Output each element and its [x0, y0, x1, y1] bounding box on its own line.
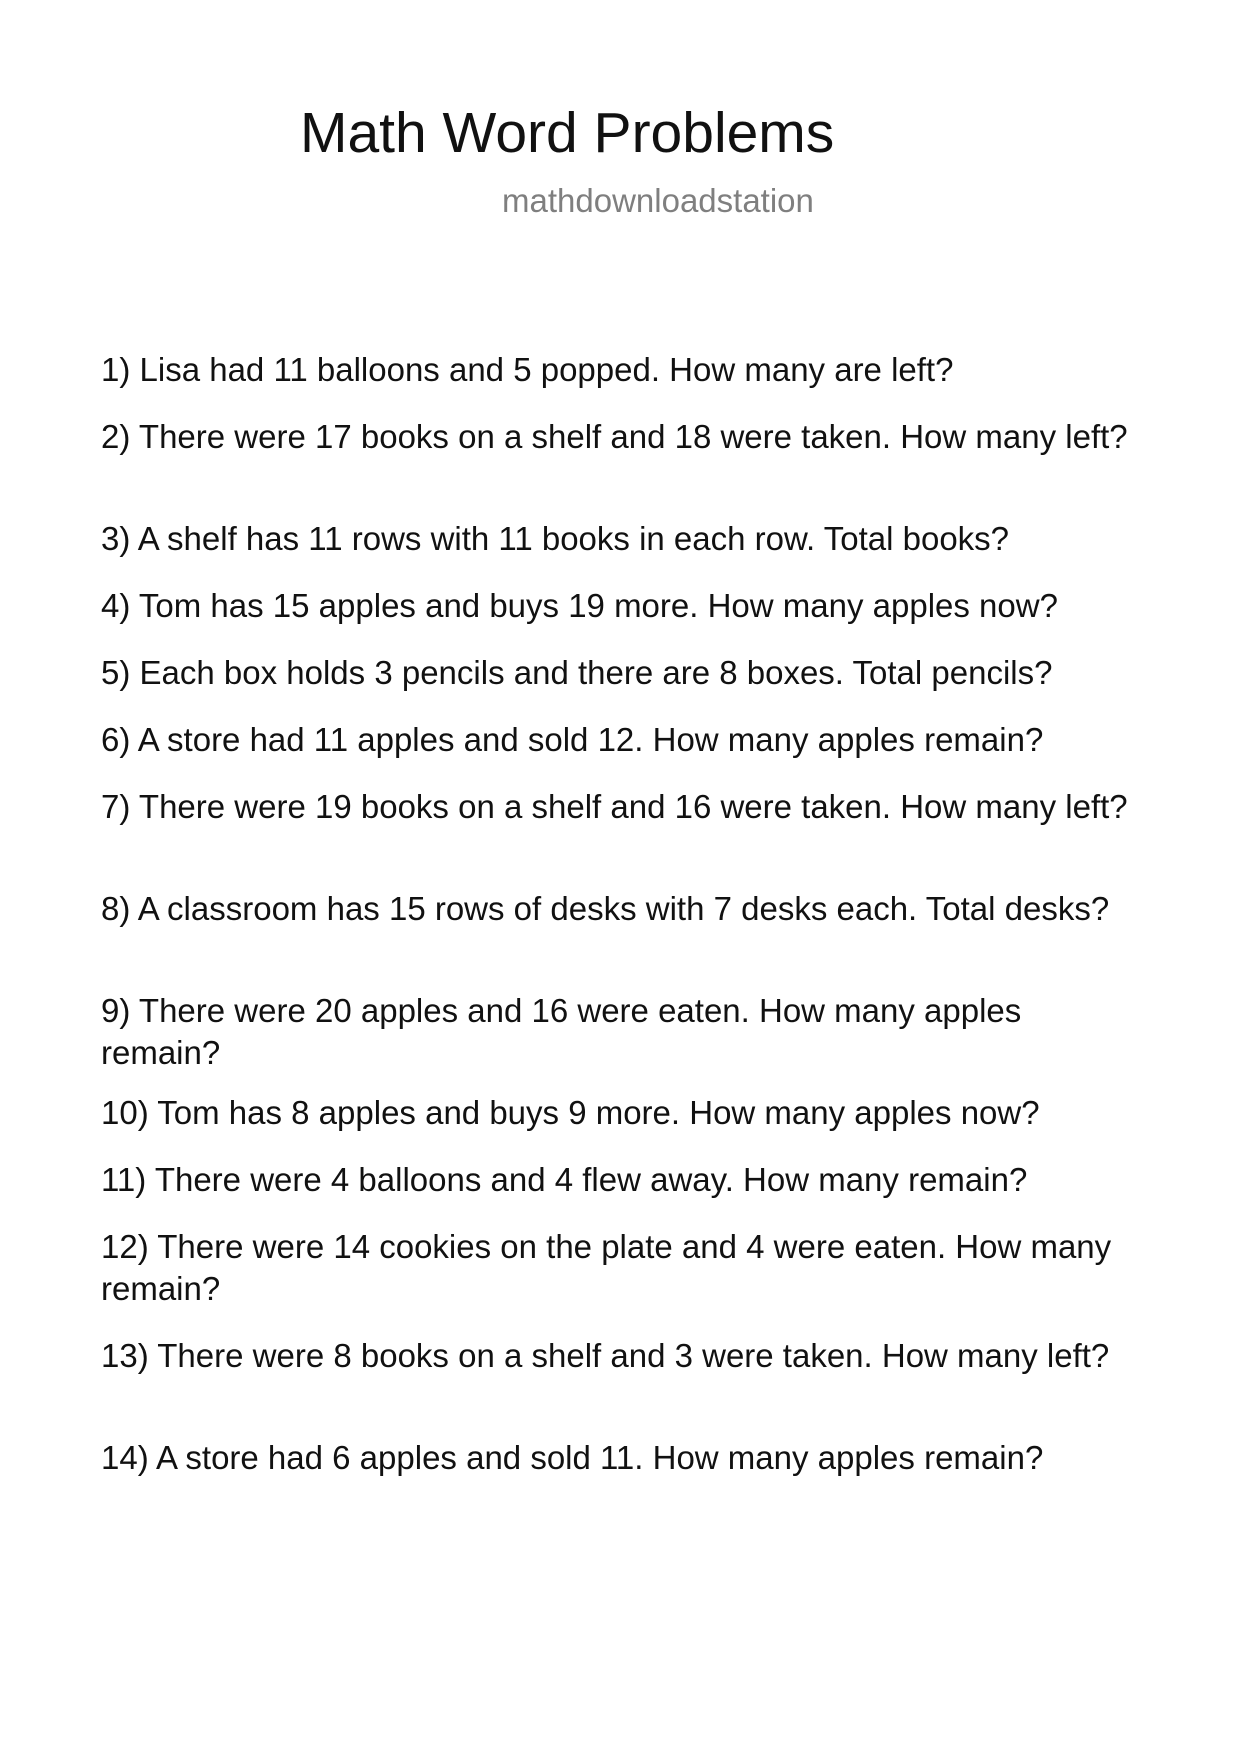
problem-2: 2) There were 17 books on a shelf and 18 were taken. How many left?: [101, 418, 1128, 455]
problem-11: 11) There were 4 balloons and 4 flew away. How many remain?: [101, 1161, 1028, 1198]
page-subtitle: mathdownloadstation: [502, 182, 814, 219]
problem-4: 4) Tom has 15 apples and buys 19 more. How many apples now?: [101, 587, 1058, 624]
problem-6: 6) A store had 11 apples and sold 12. How many apples remain?: [101, 721, 1044, 758]
problem-7: 7) There were 19 books on a shelf and 16 were taken. How many left?: [101, 788, 1128, 825]
problem-3: 3) A shelf has 11 rows with 11 books in each row. Total books?: [101, 520, 1010, 557]
problem-13: 13) There were 8 books on a shelf and 3 were taken. How many left?: [101, 1337, 1110, 1374]
problem-5: 5) Each box holds 3 pencils and there are 8 boxes. Total pencils?: [101, 654, 1053, 691]
page-title: Math Word Problems: [300, 101, 835, 165]
problem-9: 9) There were 20 apples and 16 were eaten. How many apples remain?: [101, 992, 1022, 1071]
problem-14: 14) A store had 6 apples and sold 11. How many apples remain?: [101, 1439, 1044, 1476]
problem-12: 12) There were 14 cookies on the plate and 4 were eaten. How many remain?: [101, 1228, 1112, 1307]
problem-1: 1) Lisa had 11 balloons and 5 popped. How many are left?: [101, 351, 954, 388]
problem-8: 8) A classroom has 15 rows of desks with 7 desks each. Total desks?: [101, 890, 1110, 927]
problem-10: 10) Tom has 8 apples and buys 9 more. How many apples now?: [101, 1094, 1040, 1131]
